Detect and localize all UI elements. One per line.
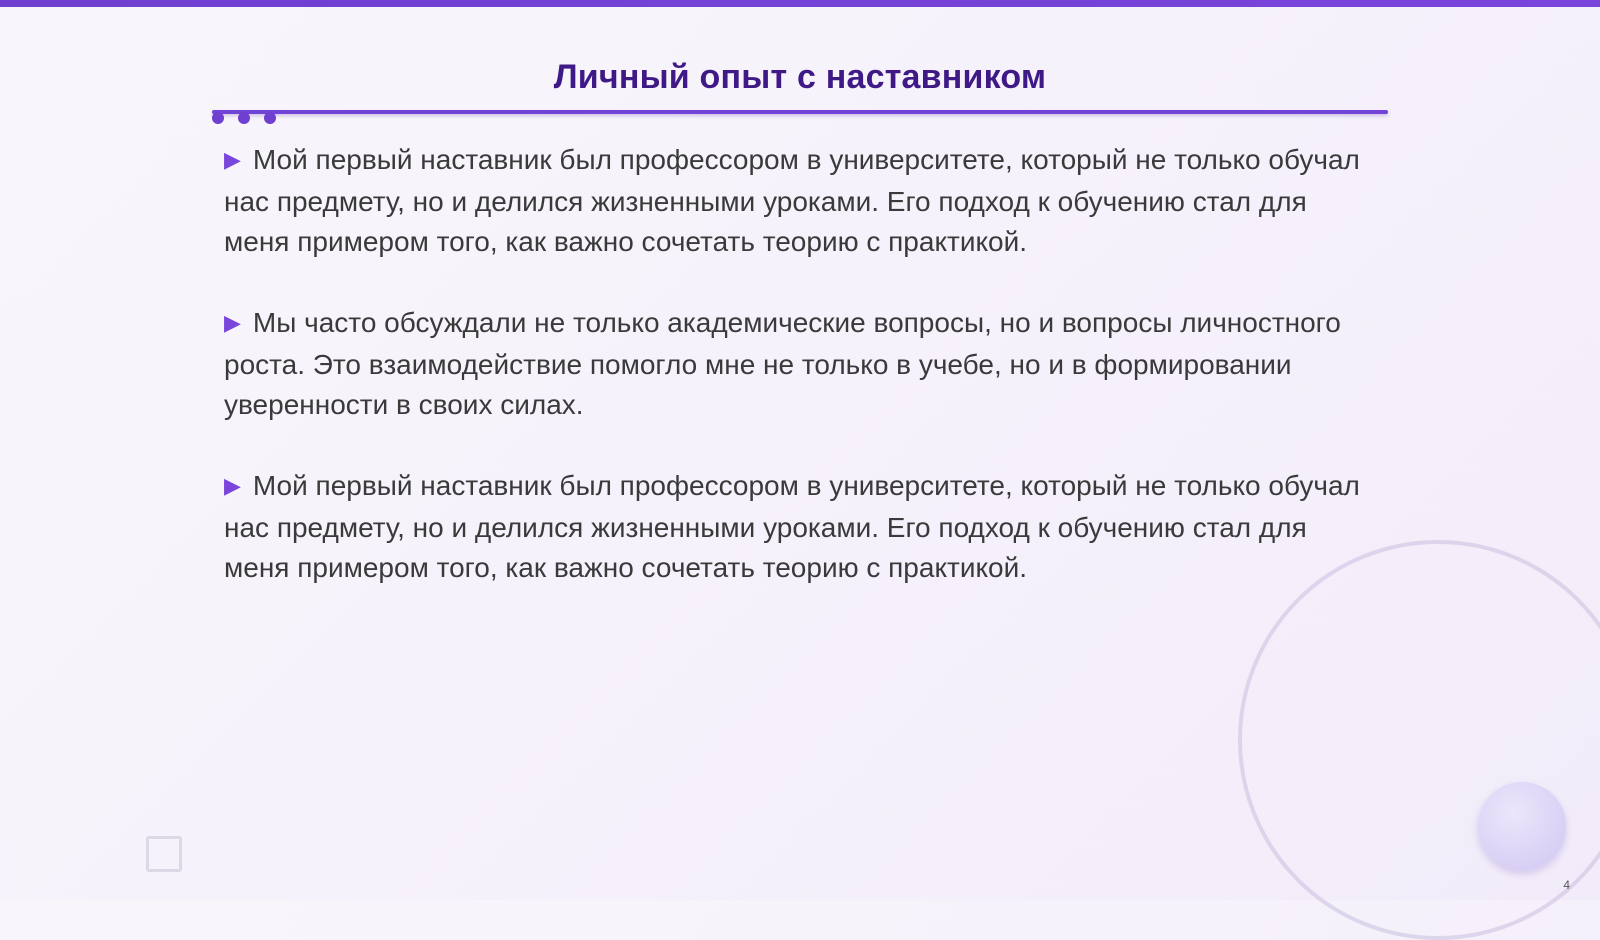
bullet-item (224, 466, 1374, 588)
bullet-text: Мой первый наставник был профессором в университете, который не только обучал нас предмету, но и делился жизненными уроками. Его подход к обучению стал для меня примером того, как важно сочетать теорию с практикой. (224, 470, 1360, 583)
slide-title: Личный опыт с наставником (553, 58, 1047, 96)
decorative-circle (1478, 782, 1566, 870)
top-accent-bar (0, 0, 1600, 7)
bullet-item (224, 303, 1374, 425)
bullet-list (224, 140, 1374, 629)
decorative-dot (238, 112, 250, 124)
bullet-item (224, 140, 1374, 262)
triangle-bullet-icon: ▶ (224, 473, 241, 498)
decorative-square (146, 836, 182, 872)
triangle-bullet-icon: ▶ (224, 310, 241, 335)
decorative-dot (212, 112, 224, 124)
triangle-bullet-icon: ▶ (224, 147, 241, 172)
bullet-text: Мы часто обсуждали не только академические вопросы, но и вопросы личностного роста. Это взаимодействие помогло мне не только в учебе, но и в формировании уверенности в своих силах. (224, 307, 1341, 420)
bullet-text: Мой первый наставник был профессором в университете, который не только обучал нас предмету, но и делился жизненными уроками. Его подход к обучению стал для меня примером того, как важно сочетать теорию с практикой. (224, 144, 1360, 257)
page-number: 4 (1563, 878, 1570, 892)
decorative-dot (264, 112, 276, 124)
title-underline (212, 110, 1388, 114)
